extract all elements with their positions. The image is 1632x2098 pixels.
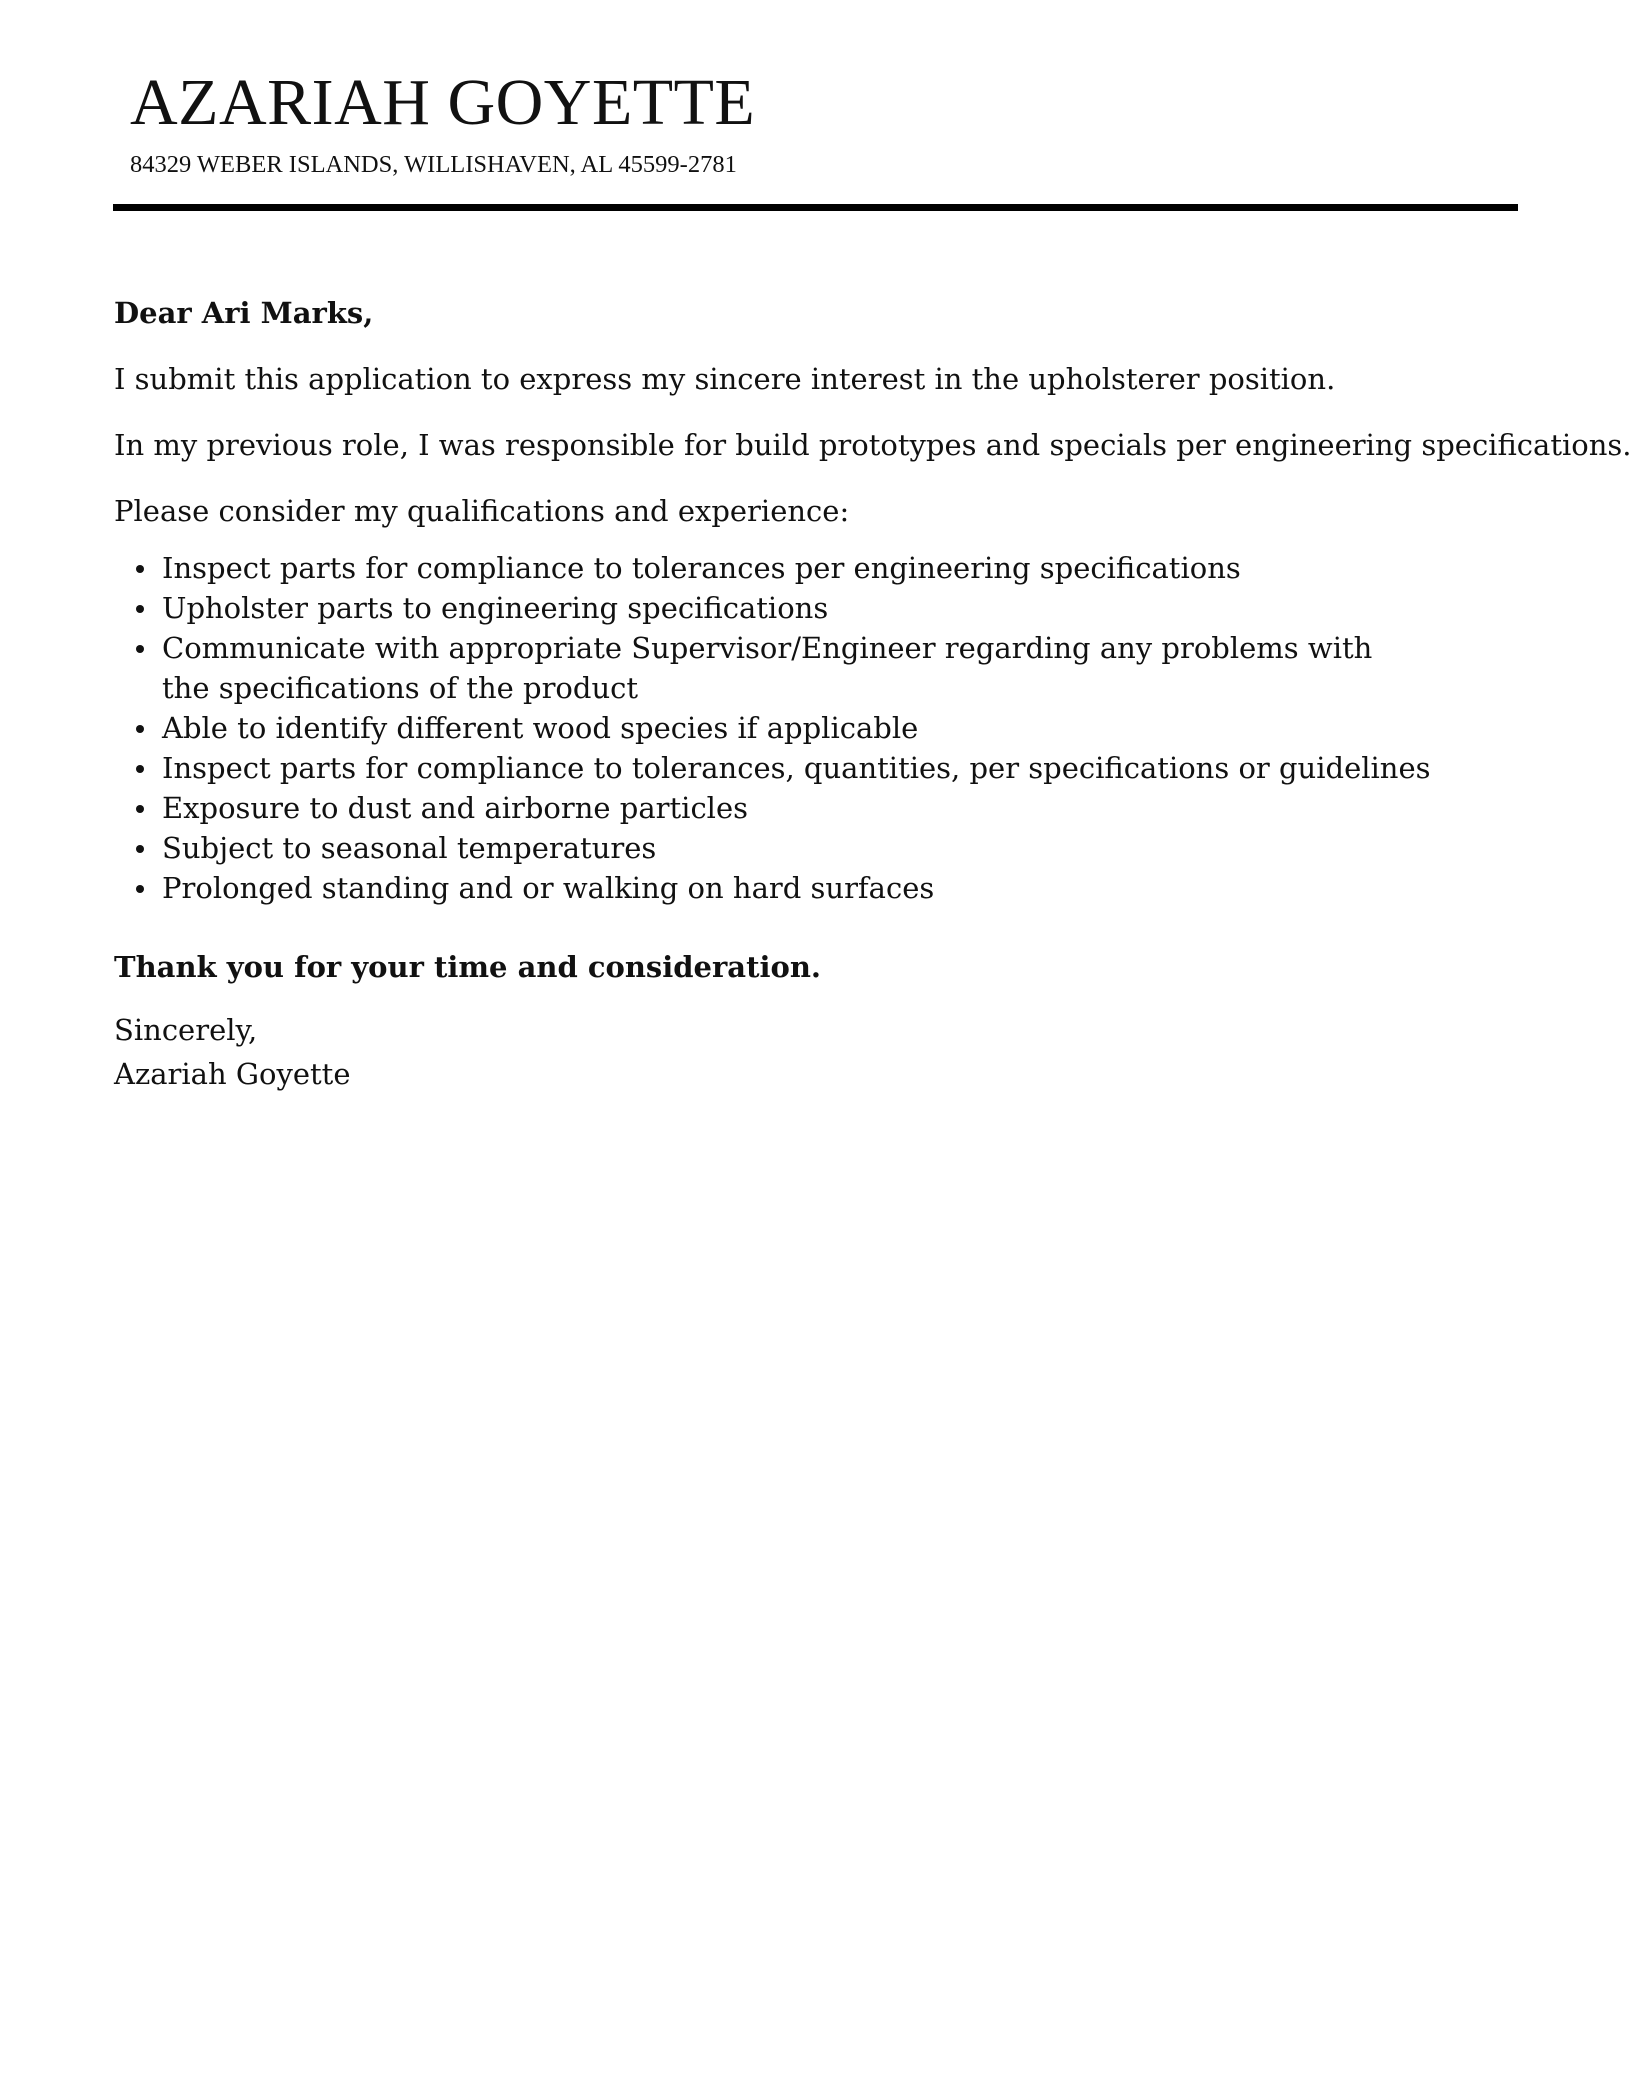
list-item-text: Prolonged standing and or walking on hard surfaces [162,871,935,905]
applicant-address: 84329 WEBER ISLANDS, WILLISHAVEN, AL 45599-2781 [130,151,737,178]
bullet-icon [136,805,144,813]
list-item [162,828,1534,868]
list-item [162,788,1534,828]
previous-role-paragraph: In my previous role, I was responsible for build prototypes and specials per engineering specifications. [114,428,1632,462]
list-item [162,868,1534,908]
list-item-text: Inspect parts for compliance to tolerances, quantities, per specifications or guidelines [162,751,1431,785]
list-item-text: Subject to seasonal temperatures [162,831,657,865]
qualifications-intro: Please consider my qualifications and experience: [114,494,850,528]
signoff: Sincerely, [114,1013,258,1047]
bullet-icon [136,765,144,773]
intro-paragraph: I submit this application to express my sincere interest in the upholsterer position. [114,362,1336,396]
list-item-text: Able to identify different wood species if applicable [162,711,919,745]
list-item [162,548,1534,588]
bullet-icon [136,645,144,653]
letter-header [130,62,1500,180]
bullet-icon [136,605,144,613]
signature-name: Azariah Goyette [114,1057,351,1091]
bullet-icon [136,885,144,893]
bullet-icon [136,725,144,733]
applicant-name: AZARIAH GOYETTE [130,66,756,139]
list-item [162,708,1534,748]
header-divider [113,204,1518,211]
list-item [162,748,1534,788]
bullet-icon [136,845,144,853]
list-item-text: Exposure to dust and airborne particles [162,791,749,825]
list-item-text: Upholster parts to engineering specifications [162,591,829,625]
letter-body [114,288,1632,1096]
list-item [162,588,1534,628]
list-item [162,628,1392,708]
list-item-text: Inspect parts for compliance to tolerances per engineering specifications [162,551,1241,585]
bullet-icon [136,565,144,573]
qualifications-list [114,548,1534,908]
salutation: Dear Ari Marks, [114,296,374,330]
list-item-text: Communicate with appropriate Supervisor/Engineer regarding any problems with the specifications of the product [162,631,1373,705]
closing-line: Thank you for your time and consideration. [114,950,822,984]
